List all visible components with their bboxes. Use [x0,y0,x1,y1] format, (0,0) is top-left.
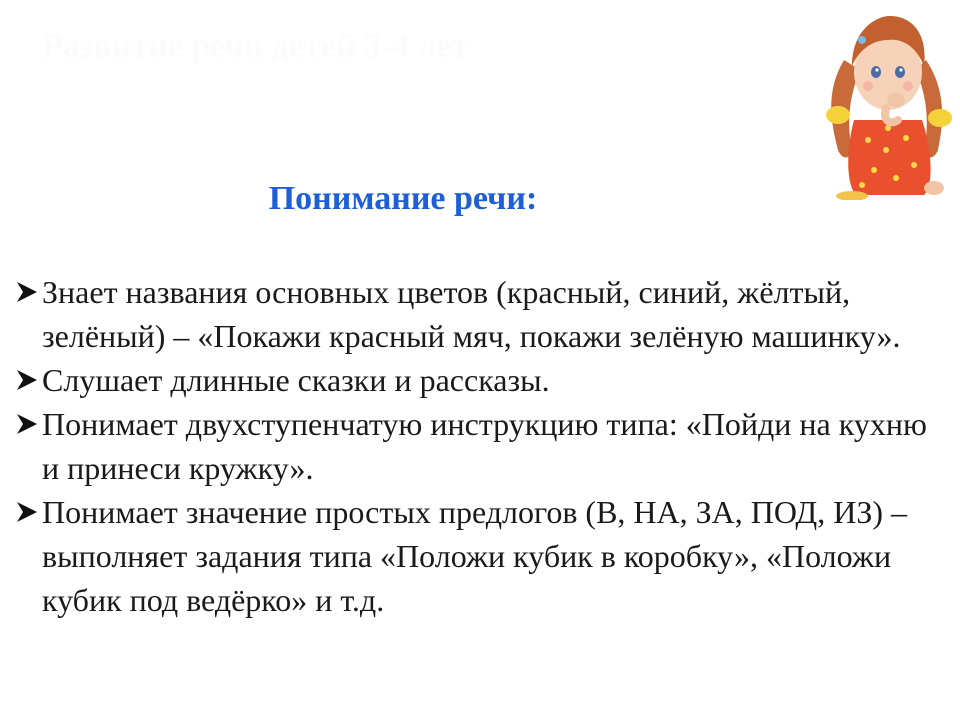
section-heading: Понимание речи: [268,180,538,217]
faint-slide-title: Развитие речи детей 3-4 лет [42,28,469,65]
bullet-list [14,270,944,622]
arrowhead-bullet-icon [14,367,40,393]
bullet-item [14,358,944,402]
bullet-text: Слушает длинные сказки и рассказы. [42,362,550,398]
doll-girl-illustration [816,0,960,200]
bullet-text: Знает названия основных цветов (красный, синий, жёлтый, зелёный) – «Покажи красный мяч, покажи зелёную машинку». [42,274,901,354]
arrowhead-bullet-icon [14,411,40,437]
bullet-item [14,270,944,358]
bullet-item [14,402,944,490]
bullet-item [14,490,944,622]
arrowhead-bullet-icon [14,499,40,525]
bullet-text: Понимает двухступенчатую инструкцию типа: «Пойди на кухню и принеси кружку». [42,406,927,486]
bullet-text: Понимает значение простых предлогов (В, НА, ЗА, ПОД, ИЗ) – выполняет задания типа «Положи кубик в коробку», «Положи кубик под ведёрко» и т.д. [42,494,908,618]
arrowhead-bullet-icon [14,279,40,305]
